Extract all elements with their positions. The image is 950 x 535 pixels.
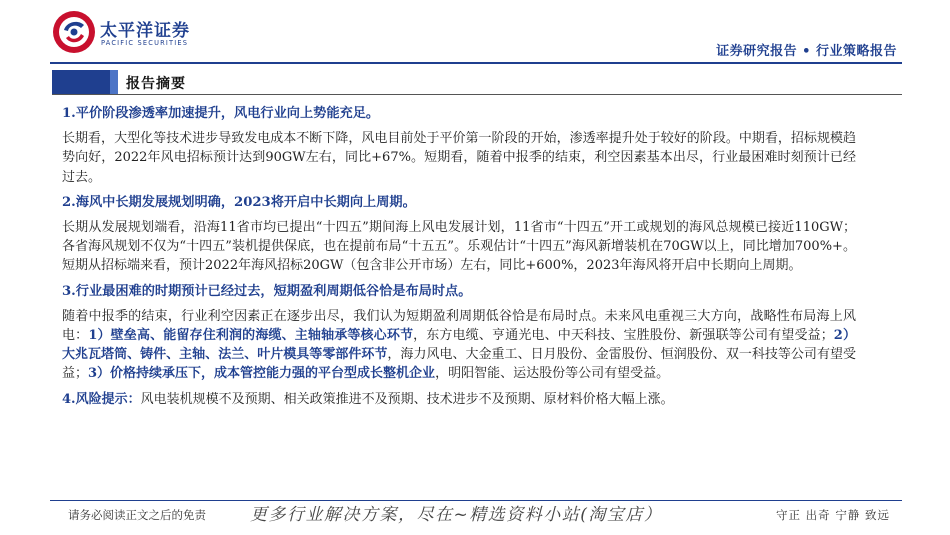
- company-logo: [52, 10, 212, 56]
- section-3-paragraph: [62, 307, 856, 384]
- section-1-paragraph: 长期看，大型化等技术进步导致发电成本不断下降，风电目前处于平价第一阶段的开始，渗透率提升处于较好的阶段。中期看，招标规模趋势向好，2022年风电招标预计达到90GW左右，同比+67%。短期看，随着中报季的结束，利空因素基本出尽，行业最困难时刻预计已经过去。: [62, 131, 856, 185]
- section-3-highlight-2: 2）大兆瓦塔筒、铸件、主轴、法兰、叶片模具等零部件环节: [62, 328, 856, 363]
- summary-body: [62, 104, 856, 415]
- header-divider: [50, 62, 902, 64]
- summary-heading: 报告摘要: [126, 76, 186, 92]
- report-type-label: 证券研究报告 • 行业策略报告: [716, 44, 897, 59]
- logo-chinese-name: 太平洋证券: [100, 21, 190, 41]
- logo-emblem-icon: [52, 10, 96, 54]
- section-3-intro: 随着中报季的结束，行业利空因素正在逐步出尽，我们认为短期盈利周期低谷恰是布局时点。未来风电重视三大方向，战略性布局海上风电：: [62, 308, 856, 344]
- summary-heading-bar: [52, 70, 902, 95]
- logo-english-name: PACIFIC SECURITIES: [101, 39, 189, 47]
- footer-overlay-text: 更多行业解决方案，尽在~精选资料小站(淘宝店）: [250, 505, 663, 525]
- section-3-highlight-3: 3）价格持续承压下，成本管控能力强的平台型成长整机企业: [88, 366, 436, 382]
- risk-paragraph: [62, 390, 856, 409]
- risk-label: 4.风险提示：: [62, 391, 141, 407]
- section-3-beneficiaries-2: ，海力风电、大金重工、日月股份、金雷股份、恒润股份、双一科技等公司有望受益；: [62, 347, 856, 382]
- footer-disclaimer: 请务必阅读正文之后的免责: [68, 508, 206, 522]
- heading-accent-light: [110, 70, 118, 95]
- section-3-beneficiaries-3: ，明阳智能、运达股份等公司有望受益。: [435, 366, 670, 382]
- section-1-title: 1.平价阶段渗透率加速提升，风电行业向上势能充足。: [62, 106, 380, 121]
- section-3-beneficiaries-1: ，东方电缆、亨通光电、中天科技、宝胜股份、新强联等公司有望受益；: [413, 328, 834, 344]
- risk-text: 风电装机规模不及预期、相关政策推进不及预期、技术进步不及预期、原材料价格大幅上涨。: [140, 391, 674, 407]
- section-3-highlight-1: 1）壁垒高、能留存住利润的海缆、主轴轴承等核心环节: [88, 328, 414, 344]
- heading-underline: [52, 94, 902, 95]
- heading-accent-dark: [52, 70, 110, 95]
- section-2-title: 2.海风中长期发展规划明确，2023将开启中长期向上周期。: [62, 194, 416, 210]
- footer-motto: 守正 出奇 宁静 致远: [776, 508, 890, 522]
- section-3-title: 3.行业最困难的时期预计已经过去，短期盈利周期低谷恰是布局时点。: [62, 283, 472, 299]
- section-2-paragraph: 长期从发展规划端看，沿海11省市均已提出“十四五”期间海上风电发展计划，11省市“十四五”开工或规划的海风总规模已接近110GW；各省海风规划不仅为“十四五”装机提供保底，也在提前布局“十五五”。乐观估计“十四五”海风新增装机在70GW以上，同比增加700%+。短期从招标端来看，预计2022年海风招标20GW（包含非公开市场）左右，同比+600%，2023年海风将开启中长期向上周期。: [62, 220, 856, 274]
